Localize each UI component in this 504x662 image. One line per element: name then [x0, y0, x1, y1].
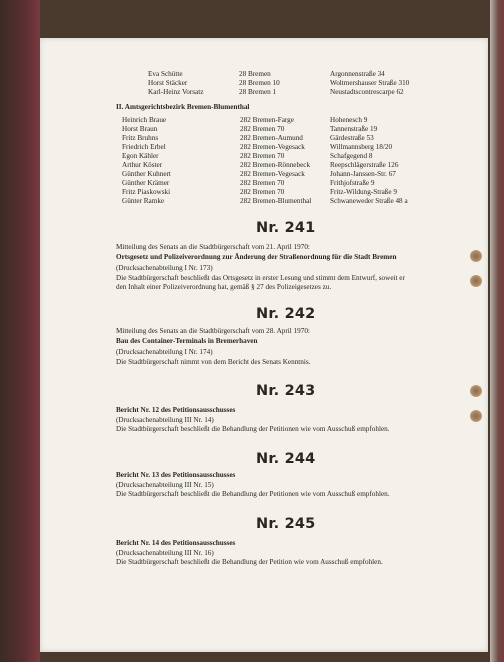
list-street: Argonnenstraße 34: [330, 70, 385, 78]
list-street: Schwaneweder Straße 48 a: [330, 197, 408, 205]
list-street: Reepschlägerstraße 126: [330, 161, 399, 169]
binder-hole: [470, 385, 482, 397]
binder-hole: [470, 410, 482, 422]
entry-number: Nr. 245: [256, 516, 316, 532]
entry-number: Nr. 243: [256, 383, 316, 399]
list-name: Heinrich Braue: [122, 116, 167, 124]
list-place: 282 Bremen 70: [240, 125, 285, 133]
list-name: Günther Krämer: [122, 179, 170, 187]
list-street: Schafgegend 8: [330, 152, 373, 160]
entry-line: Die Stadtbürgerschaft beschließt die Behandlung der Petition wie vom Ausschuß empfohlen.: [116, 558, 383, 566]
list-place: 282 Bremen-Blumenthal: [240, 197, 312, 205]
list-street: Fritz-Wildung-Straße 9: [330, 188, 397, 196]
list-street: Johann-Janssen-Str. 67: [330, 170, 396, 178]
entry-line: Die Stadtbürgerschaft nimmt von dem Bericht des Senats Kenntnis.: [116, 358, 311, 366]
list-name: Günther Kuhnert: [122, 170, 171, 178]
list-place: 282 Bremen-Rönnebeck: [240, 161, 311, 169]
list-name: Günter Ramke: [122, 197, 165, 205]
list-name: Eva Schütte: [148, 70, 183, 78]
list-place: 28 Bremen 10: [239, 79, 280, 87]
section-heading: II. Amtsgerichtsbezirk Bremen-Blumenthal: [116, 103, 250, 111]
list-place: 282 Bremen-Farge: [240, 116, 294, 124]
book-edge: [490, 0, 504, 662]
list-street: Frithjofstraße 9: [330, 179, 375, 187]
entry-line: Die Stadtbürgerschaft beschließt die Behandlung der Petitionen wie vom Ausschuß empfohlen.: [116, 425, 390, 433]
list-place: 282 Bremen-Vegesack: [240, 170, 305, 178]
entry-title: Bericht Nr. 12 des Petitionsausschusses: [116, 406, 236, 414]
book-spine: [0, 0, 40, 662]
list-street: Gärdestraße 53: [330, 134, 374, 142]
entry-number: Nr. 242: [256, 306, 316, 322]
list-place: 282 Bremen-Vegesack: [240, 143, 305, 151]
entry-title: Bericht Nr. 13 des Petitionsausschusses: [116, 471, 236, 479]
entry-line: (Drucksachenabteilung III Nr. 14): [116, 416, 214, 424]
list-street: Willmannsberg 18/20: [330, 143, 393, 151]
entry-title: Bau des Container-Terminals in Bremerhaven: [116, 337, 258, 345]
binder-hole: [470, 250, 482, 262]
entry-title: Bericht Nr. 14 des Petitionsausschusses: [116, 539, 236, 547]
list-name: Arthur Köster: [122, 161, 163, 169]
entry-line: Die Stadtbürgerschaft beschließt die Behandlung der Petitionen wie vom Ausschuß empfohlen.: [116, 490, 390, 498]
list-place: 282 Bremen 70: [240, 179, 285, 187]
entry-line: Mitteilung des Senats an die Stadtbürgerschaft vom 28. April 1970:: [116, 327, 310, 335]
list-street: Woltmershauser Straße 310: [330, 79, 410, 87]
entry-line: (Drucksachenabteilung I Nr. 174): [116, 348, 213, 356]
entry-line: Die Stadtbürgerschaft beschließt das Ortsgesetz in erster Lesung und stimmt dem Entwurf, soweit er: [116, 274, 405, 282]
entry-line: (Drucksachenabteilung III Nr. 16): [116, 549, 214, 557]
list-name: Horst Braun: [122, 125, 158, 133]
entry-line: Mitteilung des Senats an die Stadtbürgerschaft vom 21. April 1970:: [116, 243, 310, 251]
list-place: 28 Bremen: [239, 70, 271, 78]
binder-hole: [470, 275, 482, 287]
list-name: Horst Stäcker: [148, 79, 188, 87]
entry-title: Ortsgesetz und Polizeiverordnung zur Änderung der Straßenordnung für die Stadt Bremen: [116, 253, 397, 261]
list-name: Fritz Piaskowski: [122, 188, 171, 196]
list-street: Hohenesch 9: [330, 116, 368, 124]
entry-number: Nr. 244: [256, 451, 316, 467]
list-street: Neustadtscontrescarpe 62: [330, 88, 404, 96]
entry-line: (Drucksachenabteilung I Nr. 173): [116, 264, 213, 272]
entry-number: Nr. 241: [256, 220, 316, 236]
list-place: 282 Bremen 70: [240, 152, 285, 160]
list-place: 282 Bremen 70: [240, 188, 285, 196]
entry-line: den Inhalt einer Polizeiverordnung hat, gemäß § 27 des Polizeigesetzes zu.: [116, 283, 332, 291]
list-name: Fritz Bruhns: [122, 134, 159, 142]
list-place: 282 Bremen-Aumund: [240, 134, 303, 142]
list-name: Friedrich Erbel: [122, 143, 166, 151]
list-name: Egon Kähler: [122, 152, 159, 160]
entry-line: (Drucksachenabteilung III Nr. 15): [116, 481, 214, 489]
list-name: Karl-Heinz Vorsatz: [148, 88, 204, 96]
list-place: 28 Bremen 1: [239, 88, 277, 96]
list-street: Tannenstraße 19: [330, 125, 378, 133]
